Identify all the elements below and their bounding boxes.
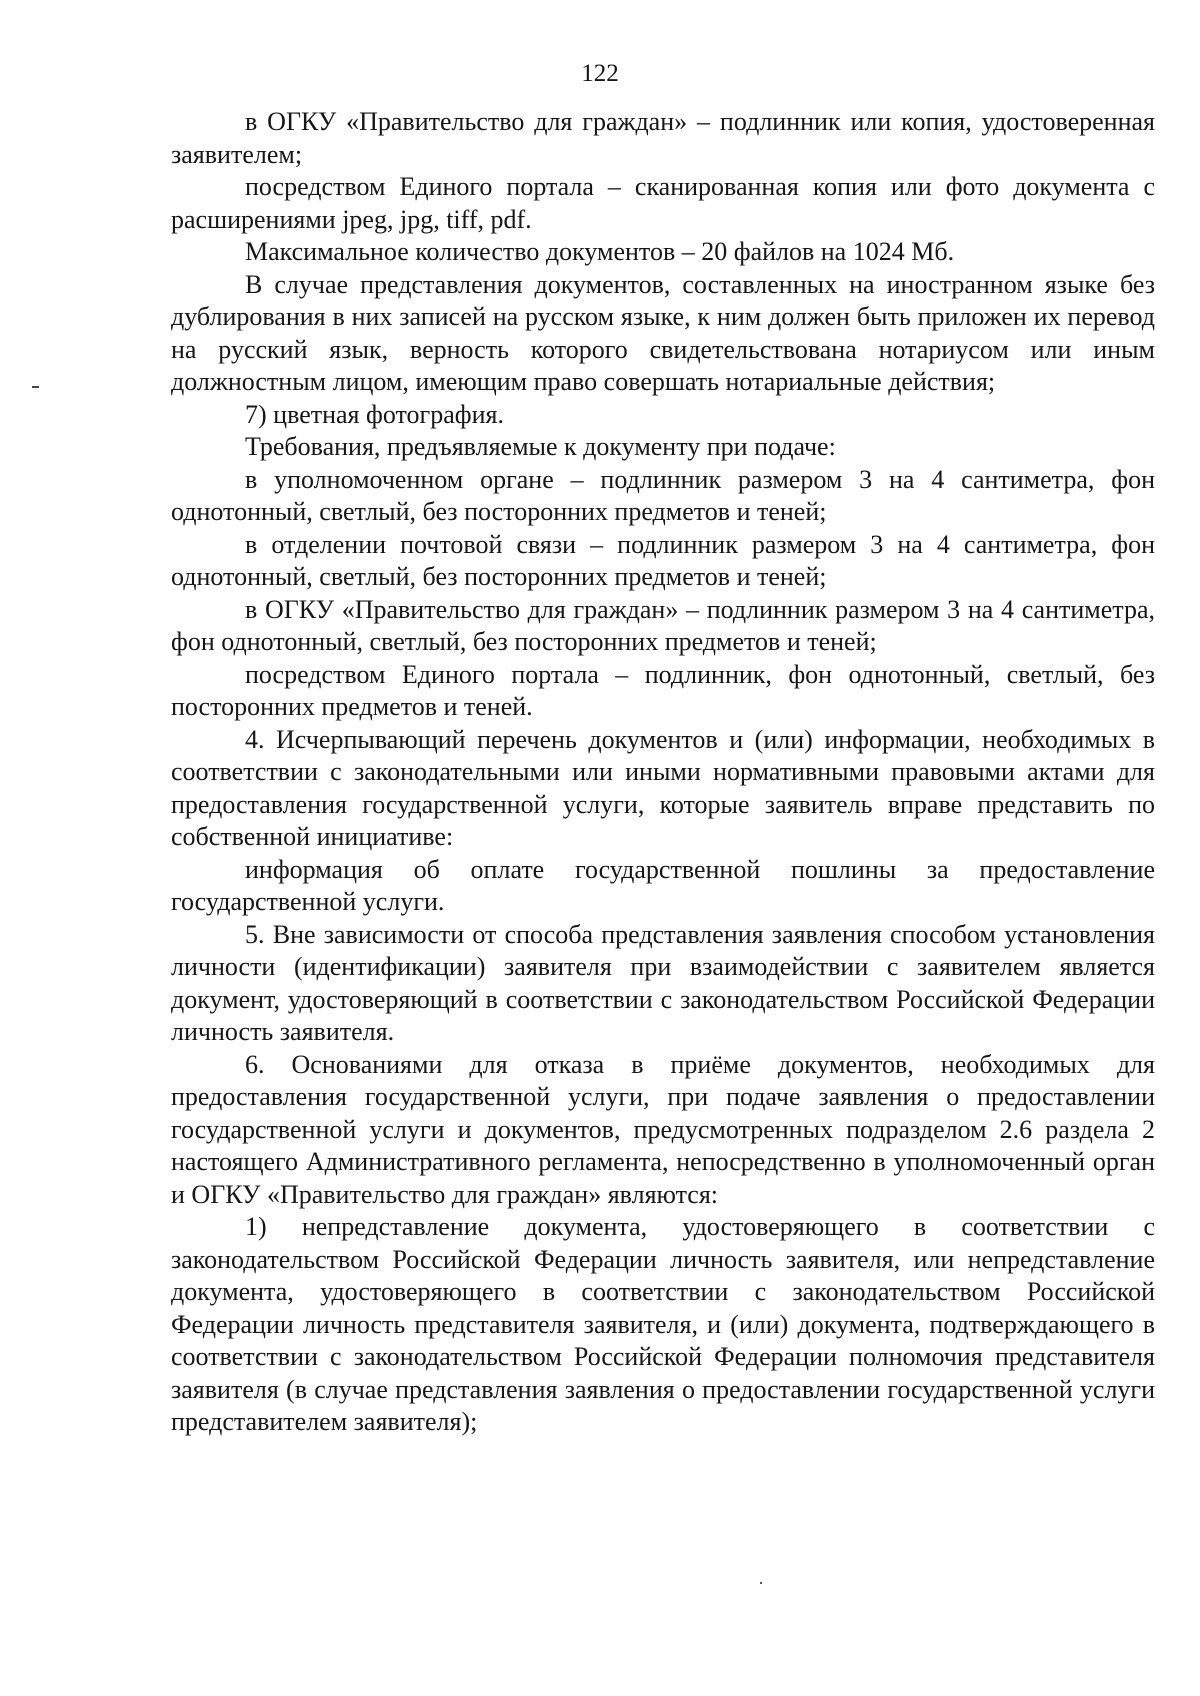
paragraph-ogku-copy: в ОГКУ «Правительство для граждан» – подлинник или копия, удостоверенная заявителем; [171,107,1155,169]
scan-dot-mark [760,1582,762,1584]
page-number: 122 [581,60,619,87]
paragraph-item-4: 4. Исчерпывающий перечень документов и (или) информации, необходимых в соответствии с законодательными или иными нормативными правовыми актами для предоставления государственной услуги, которые заявитель вправе представить по собственной инициативе: [171,724,1155,851]
paragraph-color-photo: 7) цветная фотография. [245,399,504,429]
margin-dash-mark [32,386,39,388]
document-body [171,106,1155,1439]
paragraph-item-6: 6. Основаниями для отказа в приёме документов, необходимых для предоставления государственной услуги, при подаче заявления о предоставлении государственной услуги и документов, предусмотренных подразделом 2.6 раздела 2 настоящего Административного регламента, непосредственно в уполномоченный орган и ОГКУ «Правительство для граждан» являются: [171,1049,1155,1209]
paragraph-max-documents: Максимальное количество документов – 20 файлов на 1024 Мб. [245,237,955,266]
paragraph-authorized-body: в уполномоченном органе – подлинник размером 3 на 4 сантиметра, фон однотонный, светлый, без посторонних предметов и теней; [171,464,1155,526]
paragraph-ogku-photo: в ОГКУ «Правительство для граждан» – подлинник размером 3 на 4 сантиметра, фон однотонный, светлый, без посторонних предметов и теней; [171,594,1155,656]
paragraph-subitem-1: 1) непредставление документа, удостоверяющего в соответствии с законодательством Российской Федерации личность заявителя, или непредставление документа, удостоверяющего в соответствии с законодательством Российской Федерации личность представителя заявителя, и (или) документа, подтверждающего в соответствии с законодательством Российской Федерации полномочия представителя заявителя (в случае представления заявления о предоставлении государственной услуги представителем заявителя); [171,1212,1155,1436]
paragraph-photo-requirements: Требования, предъявляемые к документу при подаче: [245,432,836,461]
paragraph-foreign-language: В случае представления документов, составленных на иностранном языке без дублирования в них записей на русском языке, к ним должен быть приложен их перевод на русский язык, верность которого свидетельствована нотариусом или иным должностным лицом, имеющим право совершать нотариальные действия; [171,269,1155,396]
paragraph-post-office: в отделении почтовой связи – подлинник размером 3 на 4 сантиметра, фон однотонный, светлый, без посторонних предметов и теней; [171,529,1155,591]
paragraph-portal-scan: посредством Единого портала – сканированная копия или фото документа с расширениями jpeg, jpg, tiff, pdf. [171,172,1155,234]
paragraph-portal-photo: посредством Единого портала – подлинник, фон однотонный, светлый, без посторонних предметов и теней. [171,659,1155,721]
paragraph-state-fee: информация об оплате государственной пошлины за предоставление государственной услуги. [171,854,1155,916]
paragraph-item-5: 5. Вне зависимости от способа представления заявления способом установления личности (идентификации) заявителя при взаимодействии с заявителем является документ, удостоверяющий в соответствии с законодательством Российской Федерации личность заявителя. [171,919,1155,1046]
